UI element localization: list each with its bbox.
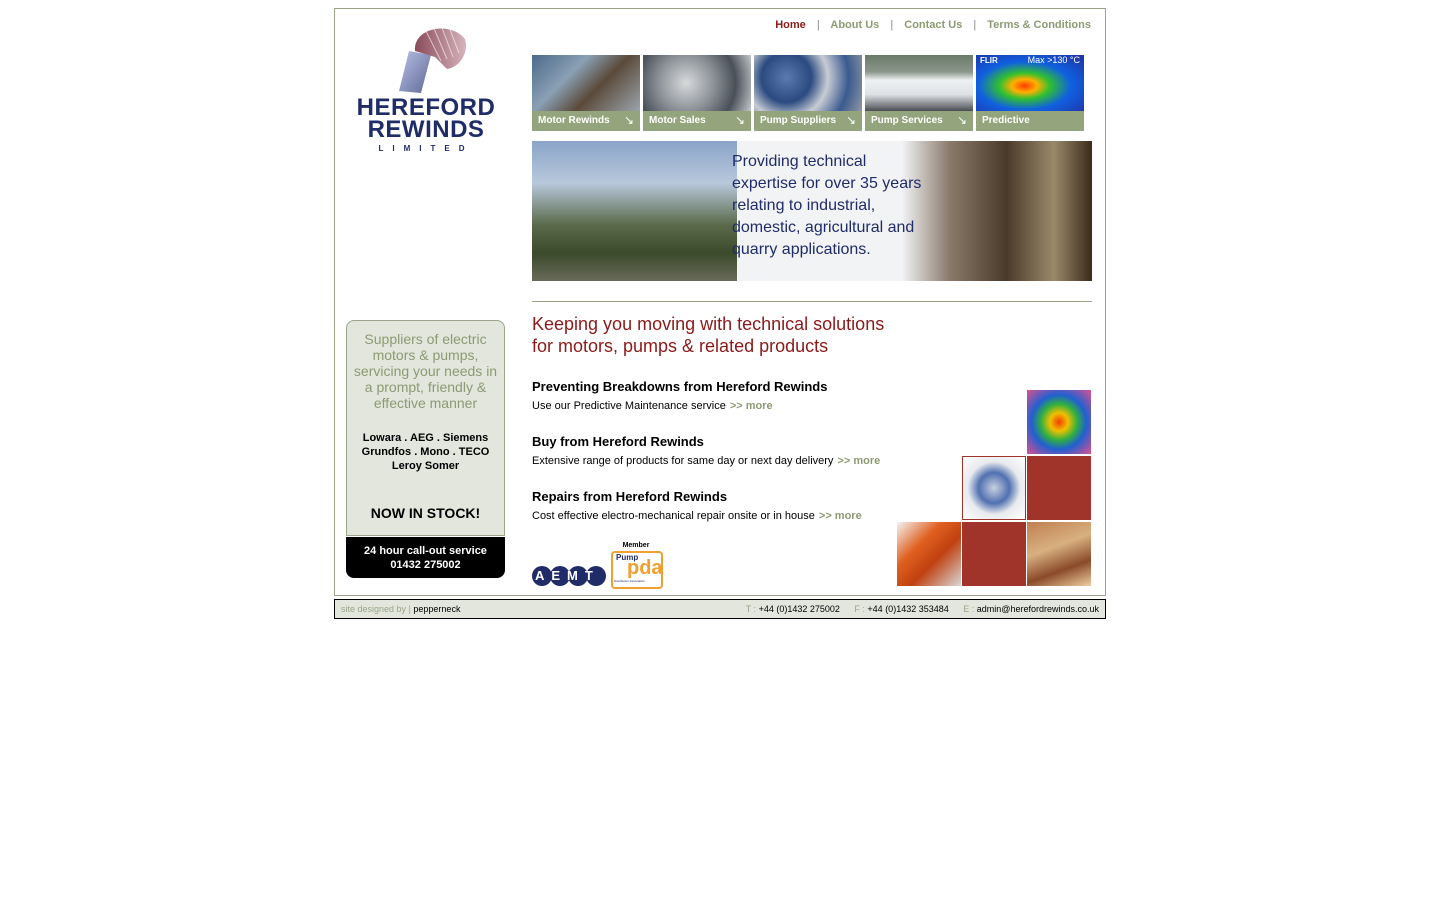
aemt-logo xyxy=(532,564,608,588)
tile-motor-rewinds[interactable] xyxy=(532,55,640,131)
logo-line1: HEREFORD xyxy=(356,94,496,121)
logo-wordmark xyxy=(345,94,507,143)
motor-sales-photo xyxy=(643,55,751,111)
tel-label: T : xyxy=(745,604,757,614)
fax-label: F : xyxy=(854,604,865,614)
footer xyxy=(334,599,1106,619)
designer-link[interactable]: pepperneck xyxy=(413,604,461,614)
email-link[interactable]: admin@herefordrewinds.co.uk xyxy=(976,604,1099,614)
aemt-text: AEMT xyxy=(535,568,600,583)
tile-pump-services[interactable] xyxy=(865,55,973,131)
supplier-info-box xyxy=(346,320,505,536)
nav-about-us[interactable]: About Us xyxy=(830,19,880,31)
logo-line2: REWINDS xyxy=(367,116,485,143)
logo-emblem-icon xyxy=(395,21,469,97)
divider xyxy=(532,301,1092,302)
tile-predictive-maintenance[interactable] xyxy=(976,55,1084,131)
tile-pump-suppliers[interactable] xyxy=(754,55,862,131)
arrow-down-right-icon: ↘ xyxy=(956,113,968,127)
flir-temperature: Max >130 °C xyxy=(1027,55,1080,65)
windings-thumbnail xyxy=(1027,522,1091,586)
tagline-line: effective manner xyxy=(373,395,478,411)
arrow-down-right-icon: ↘ xyxy=(845,113,857,127)
banner-line1: Providing technical xyxy=(732,153,867,170)
brand-line: Grundfos . Mono . TECO xyxy=(361,446,490,458)
pda-box xyxy=(611,551,663,589)
section-title: Preventing Breakdowns from Hereford Rewinds xyxy=(532,379,828,394)
section-buy xyxy=(532,434,880,467)
nav-separator: | xyxy=(816,19,820,31)
pump-services-van-photo xyxy=(865,55,973,111)
more-link[interactable]: >> more xyxy=(837,455,881,467)
banner-line2: expertise for over 35 years xyxy=(732,175,922,192)
nav-separator: | xyxy=(890,19,894,31)
nav-terms-conditions[interactable]: Terms & Conditions xyxy=(987,19,1091,31)
tile-label: Pump Suppliers xyxy=(754,111,862,131)
tile-label: Pump Services xyxy=(865,111,973,131)
top-navigation xyxy=(775,19,1091,31)
sculpture-photo xyxy=(532,141,737,281)
callout-phone[interactable]: 01432 275002 xyxy=(390,559,461,571)
headline-line1: Keeping you moving with technical solutions xyxy=(532,314,885,334)
tagline-line: Suppliers of electric xyxy=(364,331,487,347)
tile-motor-sales[interactable] xyxy=(643,55,751,131)
gearbox-thumbnail xyxy=(897,522,961,586)
headline-line2: for motors, pumps & related products xyxy=(532,336,829,356)
banner-text xyxy=(732,151,932,261)
now-in-stock: NOW IN STOCK! xyxy=(370,505,481,521)
pda-sub: Distribution Association xyxy=(614,579,646,583)
red-tile xyxy=(962,522,1026,586)
tile-label: Predictive xyxy=(976,111,1084,131)
red-tile xyxy=(1027,456,1091,520)
more-link[interactable]: >> more xyxy=(818,510,862,522)
tagline-line: servicing your needs in xyxy=(353,363,498,379)
section-repairs xyxy=(532,489,862,522)
tile-label: Motor Sales xyxy=(643,111,751,131)
section-description: Extensive range of products for same day or next day delivery xyxy=(532,455,834,467)
tel-value: +44 (0)1432 275002 xyxy=(758,604,840,614)
brand-line: Lowara . AEG . Siemens xyxy=(362,432,489,444)
pda-member-label: Member xyxy=(622,542,650,549)
footer-credit xyxy=(341,600,460,618)
tagline-line: a prompt, friendly & xyxy=(364,379,487,395)
nav-home[interactable]: Home xyxy=(775,19,806,31)
section-description: Cost effective electro-mechanical repair onsite or in house xyxy=(532,510,815,522)
footer-contact xyxy=(734,600,1099,618)
designed-by-label: site designed by | xyxy=(341,604,411,614)
email-label: E : xyxy=(963,604,975,614)
pda-name: pda xyxy=(627,557,663,579)
pump-thumbnail xyxy=(962,456,1026,520)
nav-contact-us[interactable]: Contact Us xyxy=(904,19,963,31)
section-text xyxy=(532,400,827,412)
product-image-grid xyxy=(897,390,1093,588)
section-preventing-breakdowns xyxy=(532,379,827,412)
banner-line5: quarry applications. xyxy=(732,241,871,258)
flir-badge: FLIR xyxy=(980,56,998,65)
arrow-down-right-icon: ↘ xyxy=(623,113,635,127)
thermal-thumbnail xyxy=(1027,390,1091,454)
nav-separator: | xyxy=(973,19,977,31)
section-title: Buy from Hereford Rewinds xyxy=(532,434,704,449)
thermal-image-photo xyxy=(976,55,1084,111)
service-tiles xyxy=(532,55,1092,131)
section-title: Repairs from Hereford Rewinds xyxy=(532,489,728,504)
callout-label: 24 hour call-out service xyxy=(364,545,487,557)
banner-line4: domestic, agricultural and xyxy=(732,219,915,236)
logo-line3: LIMITED xyxy=(378,144,474,153)
pump-suppliers-photo xyxy=(754,55,862,111)
pda-pump: Pump xyxy=(616,553,639,562)
section-text xyxy=(532,510,862,522)
motor-rewinds-photo xyxy=(532,55,640,111)
pda-member-logo xyxy=(609,542,663,588)
section-description: Use our Predictive Maintenance service xyxy=(532,400,726,412)
supplier-tagline xyxy=(351,331,500,411)
banner-line3: relating to industrial, xyxy=(732,197,876,214)
brand-list xyxy=(347,431,504,473)
arrow-down-right-icon: ↘ xyxy=(734,113,746,127)
brand-line: Leroy Somer xyxy=(391,460,460,472)
more-link[interactable]: >> more xyxy=(729,400,773,412)
main-headline xyxy=(532,313,884,357)
tile-label: Motor Rewinds xyxy=(532,111,640,131)
fax-value: +44 (0)1432 353484 xyxy=(867,604,949,614)
hero-banner xyxy=(532,141,1092,281)
page-frame xyxy=(334,8,1106,596)
company-logo[interactable] xyxy=(345,19,507,157)
callout-service-box xyxy=(346,537,505,578)
section-text xyxy=(532,455,880,467)
tagline-line: motors & pumps, xyxy=(372,347,479,363)
